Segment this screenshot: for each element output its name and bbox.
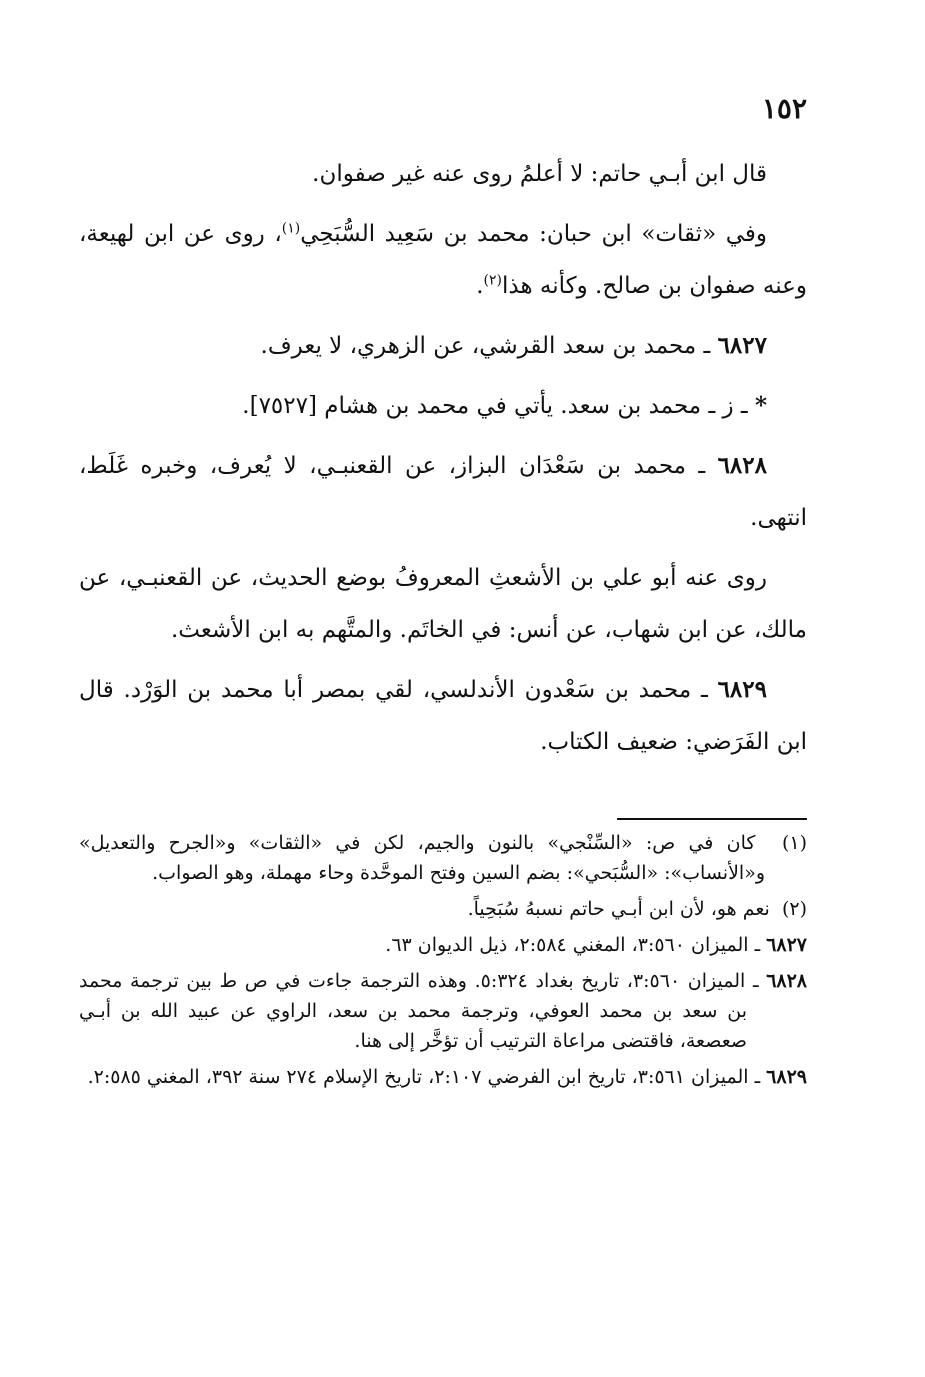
footnote-1 [79, 828, 807, 888]
footnote-ref-1: (١) [281, 220, 301, 237]
entry-6828 [79, 440, 807, 544]
ref-text: ـ الميزان ٣:٥٦٠، تاريخ بغداد ٥:٣٢٤. وهذه الترجمة جاءت في ص ط بين ترجمة محمد بن سعد بن محمد العوفي، وترجمة محمد بن سعد، الراوي عن عبيد الله بن أبـي صعصعة، فاقتضى مراعاة الترتيب أن تؤخَّر إلى هنا. [79, 970, 767, 1052]
entry-6827 [79, 320, 807, 372]
ref-text: ـ الميزان ٣:٥٦٠، المغني ٢:٥٨٤، ذيل الديوان ٦٣. [385, 934, 767, 956]
thiqat-text-b: ، روى عن ابن لهيعة، وعنه صفوان بن صالح. وكأنه هذا [79, 221, 807, 299]
footnote-text: نعم هو، لأن ابن أبـي حاتم نسبهُ سُبَحِياً. [467, 898, 770, 920]
footnote-ref-2: (٢) [483, 272, 502, 289]
footnote-2 [79, 894, 807, 924]
ref-number: ٦٨٢٨ [766, 970, 808, 992]
paragraph-abi-hatim: قال ابن أبـي حاتم: لا أعلمُ روى عنه غير صفوان. [312, 161, 767, 187]
entry-text: ـ محمد بن سَعْدون الأندلسي، لقي بمصر أبا محمد بن الوَرْد. قال ابن الفَرَضي: ضعيف الكتاب. [79, 677, 807, 755]
ref-number: ٦٨٢٧ [766, 934, 807, 956]
page-number: ١٥٢ [761, 92, 807, 125]
main-text [79, 148, 807, 776]
thiqat-text-a: وفي «ثقات» ابن حبان: محمد بن سَعِيد السُّبَحِي [300, 221, 767, 247]
footnotes [79, 828, 807, 1098]
source-ref-6829 [79, 1062, 807, 1092]
ref-text: ـ الميزان ٣:٥٦١، تاريخ ابن الفرضي ٢:١٠٧، تاريخ الإسلام ٢٧٤ سنة ٣٩٢، المغني ٢:٥٨٥. [87, 1066, 767, 1088]
paragraph-ashath: روى عنه أبو علي بن الأشعثِ المعروفُ بوضع الحديث، عن القعنبـي، عن مالك، عن ابن شهاب، عن أنس: في الخاتَم. والمتَّهم به ابن الأشعث. [79, 565, 807, 643]
entry-text: ـ محمد بن سَعْدَان البزاز، عن القعنبـي، لا يُعرف، وخبره غَلَط، انتهى. [79, 453, 807, 531]
footnote-mark: (١) [781, 832, 807, 854]
source-ref-6828 [79, 966, 807, 1056]
entry-cross-ref [79, 380, 807, 432]
thiqat-text-c: . [476, 273, 484, 299]
paragraph-thiqat [79, 208, 807, 312]
entry-text: ـ ز ـ محمد بن سعد. يأتي في محمد بن هشام [٧٥٢٧]. [242, 393, 755, 419]
asterisk-icon: * [754, 392, 767, 419]
source-ref-6827 [79, 930, 807, 960]
entry-number: ٦٨٢٧ [717, 332, 767, 359]
entry-6829 [79, 664, 807, 768]
entry-number: ٦٨٢٨ [717, 452, 767, 479]
entry-text: ـ محمد بن سعد القرشي، عن الزهري، لا يعرف. [260, 333, 718, 359]
entry-number: ٦٨٢٩ [717, 676, 767, 703]
ref-number: ٦٨٢٩ [766, 1066, 807, 1088]
footnote-mark: (٢) [781, 898, 807, 920]
footnote-text: كان في ص: «السِّنْجي» بالنون والجيم، لكن في «الثقات» و«الجرح والتعديل» و«الأنساب»: «السُّبَحي»: بضم السين وفتح الموحَّدة وحاء مهملة، وهو الصواب. [79, 832, 765, 884]
footnote-divider [617, 818, 807, 820]
